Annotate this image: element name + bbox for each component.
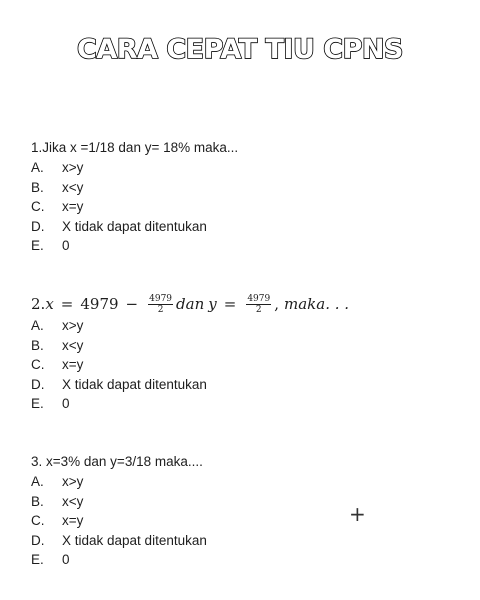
fraction-2-denominator: 2: [255, 304, 262, 315]
variable-x: x: [45, 295, 54, 313]
fraction-1-denominator: 2: [157, 304, 164, 315]
question-3-option-b: [31, 492, 461, 512]
question-1-text: 1.Jika x =1/18 dan y= 18% maka...: [31, 140, 239, 155]
option-letter: A.: [31, 318, 44, 333]
option-letter: A.: [31, 474, 44, 489]
option-text: x>y: [62, 318, 84, 333]
question-2: [31, 292, 461, 414]
question-1-option-c: [31, 197, 461, 217]
equals-sign: =: [60, 295, 74, 313]
option-text: 0: [62, 552, 70, 568]
option-text: x>y: [62, 474, 84, 489]
word-dan: dan: [176, 295, 205, 313]
plus-icon: +: [349, 502, 366, 526]
word-maka: maka. . .: [284, 295, 350, 313]
question-2-formula: [31, 292, 461, 316]
option-text: x=y: [62, 199, 84, 215]
variable-y: y: [208, 295, 217, 313]
question-2-option-d: [31, 375, 461, 395]
page-title: CARA CEPAT TIU CPNS: [77, 34, 403, 65]
option-letter: B.: [31, 179, 44, 195]
question-1-option-e: [31, 236, 461, 256]
question-2-number: 2.: [31, 295, 46, 313]
fraction-2: [246, 294, 271, 315]
question-3-option-e: [31, 550, 461, 570]
question-1-option-d: [31, 217, 461, 237]
fraction-1: [148, 294, 173, 315]
option-text: X tidak dapat ditentukan: [62, 532, 207, 548]
option-text: X tidak dapat ditentukan: [62, 376, 207, 392]
question-3-option-d: [31, 531, 461, 551]
option-text: x<y: [62, 179, 84, 195]
option-letter: B.: [31, 493, 44, 509]
question-1: [31, 138, 461, 256]
option-text: x<y: [62, 337, 84, 353]
option-letter: A.: [31, 160, 44, 175]
question-1-option-a: [31, 158, 461, 178]
option-text: x>y: [62, 160, 84, 175]
option-letter: D.: [31, 218, 45, 234]
option-text: x<y: [62, 493, 84, 509]
option-letter: B.: [31, 337, 44, 353]
option-letter: E.: [31, 238, 44, 254]
number-value: 4979: [80, 295, 119, 313]
comma: ,: [274, 295, 279, 313]
question-3-option-a: [31, 472, 461, 492]
option-text: X tidak dapat ditentukan: [62, 218, 207, 234]
option-letter: D.: [31, 376, 45, 392]
option-text: x=y: [62, 513, 84, 529]
question-3-option-c: [31, 511, 461, 531]
option-letter: C.: [31, 357, 45, 373]
option-letter: E.: [31, 552, 44, 568]
option-letter: C.: [31, 199, 45, 215]
question-2-option-e: [31, 394, 461, 414]
fraction-2-numerator: 4979: [247, 293, 271, 304]
question-3-text: 3. x=3% dan y=3/18 maka....: [31, 454, 203, 469]
question-2-option-b: [31, 336, 461, 356]
option-letter: C.: [31, 513, 45, 529]
option-letter: D.: [31, 532, 45, 548]
minus-sign: −: [125, 295, 139, 313]
option-letter: E.: [31, 396, 44, 412]
fraction-1-numerator: 4979: [149, 293, 173, 304]
option-text: 0: [62, 238, 70, 254]
question-1-option-b: [31, 178, 461, 198]
option-text: x=y: [62, 357, 84, 373]
question-2-option-c: [31, 355, 461, 375]
equals-sign: =: [223, 295, 237, 313]
option-text: 0: [62, 396, 70, 412]
question-2-option-a: [31, 316, 461, 336]
question-3: [31, 452, 461, 570]
